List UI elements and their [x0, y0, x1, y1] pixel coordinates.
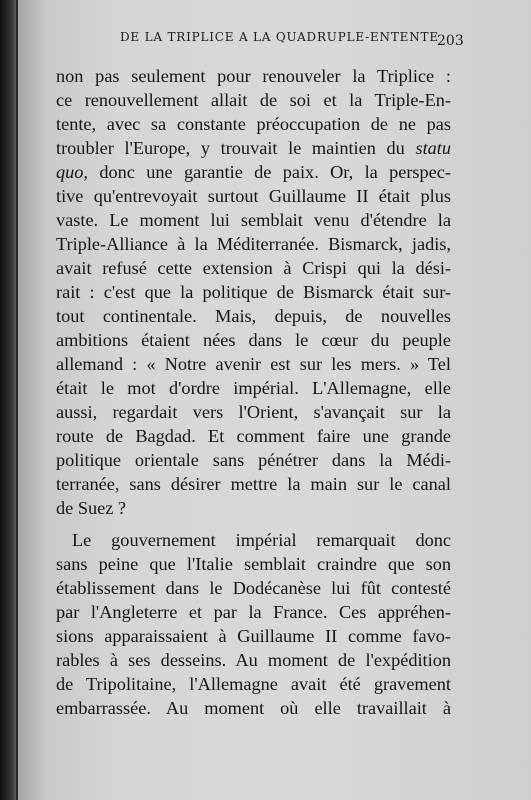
text-line: ce renouvellement allait de soi et la Triple-En-: [56, 90, 451, 110]
text-line: tive qu'entrevoyait surtout Guillaume II était plus: [56, 186, 451, 206]
text-line: sans peine que l'Italie semblait craindre que son: [56, 554, 451, 574]
text-line: allemand : « Notre avenir est sur les mers. » Tel: [56, 354, 451, 374]
text-line: ambitions étaient nées dans le cœur du peuple: [56, 330, 451, 350]
text-line: politique orientale sans pénétrer dans la Médi-: [56, 450, 451, 470]
text-line: non pas seulement pour renouveler la Triplice :: [56, 66, 451, 86]
text-line: de Tripolitaine, l'Allemagne avait été gravement: [56, 674, 451, 694]
text-line: avait refusé cette extension à Crispi qui la dési-: [56, 258, 451, 278]
text-line: route de Bagdad. Et comment faire une grande: [56, 426, 451, 446]
running-head: DE LA TRIPLICE A LA QUADRUPLE-ENTENTE: [120, 30, 439, 44]
italic-phrase: quo,: [56, 162, 88, 182]
text-line: par l'Angleterre et par la France. Ces appréhen-: [56, 602, 451, 622]
text-line-with-italic: [56, 136, 451, 160]
text-line: embarrassée. Au moment où elle travaillait à: [56, 698, 451, 718]
text-line: de Suez ?: [56, 498, 127, 518]
text-line: établissement dans le Dodécanèse lui fût contesté: [56, 578, 451, 598]
text-segment: troubler l'Europe, y trouvait le maintien du: [56, 138, 405, 158]
italic-phrase: statu: [415, 138, 452, 158]
text-segment: donc une garantie de paix. Or, la perspec-: [99, 162, 452, 182]
text-line-with-italic: [56, 160, 451, 184]
text-line: tout continentale. Mais, depuis, de nouvelles: [56, 306, 451, 326]
text-line: sions apparaissaient à Guillaume II comme favo-: [56, 626, 451, 646]
text-line: rables à ses desseins. Au moment de l'expédition: [56, 650, 451, 670]
text-line: vaste. Le moment lui semblait venu d'étendre la: [56, 210, 451, 230]
text-line: était le mot d'ordre impérial. L'Allemagne, elle: [56, 378, 451, 398]
text-line: Le gouvernement impérial remarquait donc: [72, 530, 451, 550]
page-gutter: [16, 0, 18, 800]
text-line: Triple-Alliance à la Méditerranée. Bismarck, jadis,: [56, 234, 451, 254]
page-number: 203: [437, 33, 464, 49]
text-line: tente, avec sa constante préoccupation de ne pas: [56, 114, 451, 134]
text-line: terranée, sans désirer mettre la main sur le canal: [56, 474, 451, 494]
text-line: rait : c'est que la politique de Bismarck était sur-: [56, 282, 451, 302]
text-line: aussi, regardait vers l'Orient, s'avançait sur la: [56, 402, 451, 422]
